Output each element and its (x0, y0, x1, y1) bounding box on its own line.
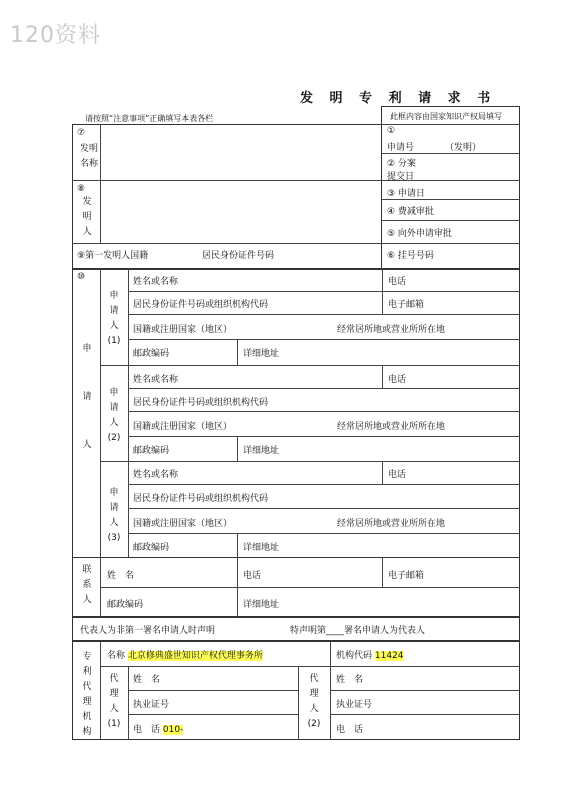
applicant-3-address: 详细地址 (243, 543, 280, 553)
applicant-label: 申请人 (82, 344, 92, 450)
agency-name-value: 北京修典盛世知识产权代理事务所 (127, 651, 263, 661)
applicant-1-postal: 邮政编码 (133, 349, 170, 359)
invention-name-label (78, 142, 100, 172)
contact-postal: 邮政编码 (107, 600, 144, 610)
submission-date-label: 提交日 (387, 172, 415, 182)
invention-name-text: 发明名称 (79, 144, 98, 169)
fill-instruction: 请按照“注意事项”正确填写本表各栏 (85, 114, 214, 123)
applicant-2-label: 申请人(2) (107, 388, 121, 443)
agent-1-name: 姓 名 (133, 675, 161, 685)
applicant-2-name: 姓名或名称 (133, 375, 179, 385)
agent-1-phone-row (133, 722, 183, 735)
agent-1-phone-label: 电 话 (133, 725, 161, 735)
agent-2-license: 执业证号 (336, 700, 373, 710)
contact-name: 姓 名 (107, 571, 135, 581)
form-title: 发 明 专 利 请 求 书 (300, 91, 497, 106)
application-number-label: 申请号 (387, 143, 415, 153)
watermark: 120资料 (10, 23, 101, 48)
first-inventor-nationality: ⑨第一发明人国籍 (77, 251, 149, 261)
applicant-2-residence: 经常居所地或营业所所在地 (337, 422, 446, 432)
agent-2-label: 代理人(2) (307, 674, 321, 729)
agent-2-phone: 电 话 (336, 725, 364, 735)
agency-label: 专利代理机构 (82, 652, 92, 737)
contact-label: 联系人 (82, 565, 92, 605)
applicant-1-name: 姓名或名称 (133, 277, 179, 287)
first-inventor-id: 居民身份证件号码 (202, 251, 275, 261)
applicant-1-id: 居民身份证件号码或组织机构代码 (133, 300, 269, 310)
invention-name-number: ⑦ (77, 128, 86, 138)
agent-1-license: 执业证号 (133, 700, 170, 710)
applicant-2-address: 详细地址 (243, 446, 280, 456)
agency-code-row (336, 648, 404, 661)
applicant-1-label: 申请人(1) (107, 291, 121, 346)
contact-phone: 电话 (243, 571, 262, 581)
application-date-label: ③ 申请日 (387, 189, 425, 199)
representative-statement: 代表人为非第一署名申请人时声明 (80, 626, 216, 636)
inventor-label: 发明人 (82, 197, 92, 237)
contact-address: 详细地址 (243, 600, 280, 610)
registration-number-label: ⑥ 挂号号码 (387, 251, 434, 261)
contact-email: 电子邮箱 (388, 571, 425, 581)
applicant-3-postal: 邮政编码 (133, 543, 170, 553)
foreign-filing-label: ⑤ 向外申请审批 (387, 229, 452, 239)
applicant-1-address: 详细地址 (243, 349, 280, 359)
applicant-3-name: 姓名或名称 (133, 470, 179, 480)
agency-code-value: 11424 (374, 651, 404, 661)
agent-1-label: 代理人(1) (107, 674, 121, 729)
applicant-1-country: 国籍或注册国家（地区） (133, 325, 233, 335)
application-type: （发明） (445, 143, 482, 153)
applicant-3-label: 申请人(3) (107, 488, 121, 543)
applicant-number: ⑩ (77, 272, 86, 282)
inventor-number: ⑧ (77, 184, 86, 194)
fee-reduction-label: ④ 费减审批 (387, 207, 434, 217)
applicant-1-email: 电子邮箱 (388, 300, 425, 310)
office-field-1: ① (387, 126, 396, 136)
applicant-2-postal: 邮政编码 (133, 446, 170, 456)
agency-name-row (107, 648, 263, 661)
applicant-3-country: 国籍或注册国家（地区） (133, 519, 233, 529)
applicant-2-country: 国籍或注册国家（地区） (133, 422, 233, 432)
agent-2-name: 姓 名 (336, 675, 364, 685)
applicant-section (72, 268, 520, 558)
agency-code-label: 机构代码 (336, 651, 373, 661)
applicant-3-residence: 经常居所地或营业所所在地 (337, 519, 446, 529)
applicant-2-id: 居民身份证件号码或组织机构代码 (133, 398, 269, 408)
office-use-header: 此框内容由国家知识产权局填写 (390, 112, 502, 121)
agency-name-label: 名称 (107, 651, 126, 661)
applicant-3-id: 居民身份证件号码或组织机构代码 (133, 494, 269, 504)
representative-declaration: 特声明第____署名申请人为代表人 (290, 626, 426, 636)
applicant-3-phone: 电话 (388, 470, 407, 480)
applicant-1-phone: 电话 (388, 277, 407, 287)
applicant-1-residence: 经常居所地或营业所所在地 (337, 325, 446, 335)
applicant-2-phone: 电话 (388, 375, 407, 385)
agent-1-phone-value: 010- (162, 725, 184, 735)
divisional-label: ② 分案 (387, 159, 416, 169)
